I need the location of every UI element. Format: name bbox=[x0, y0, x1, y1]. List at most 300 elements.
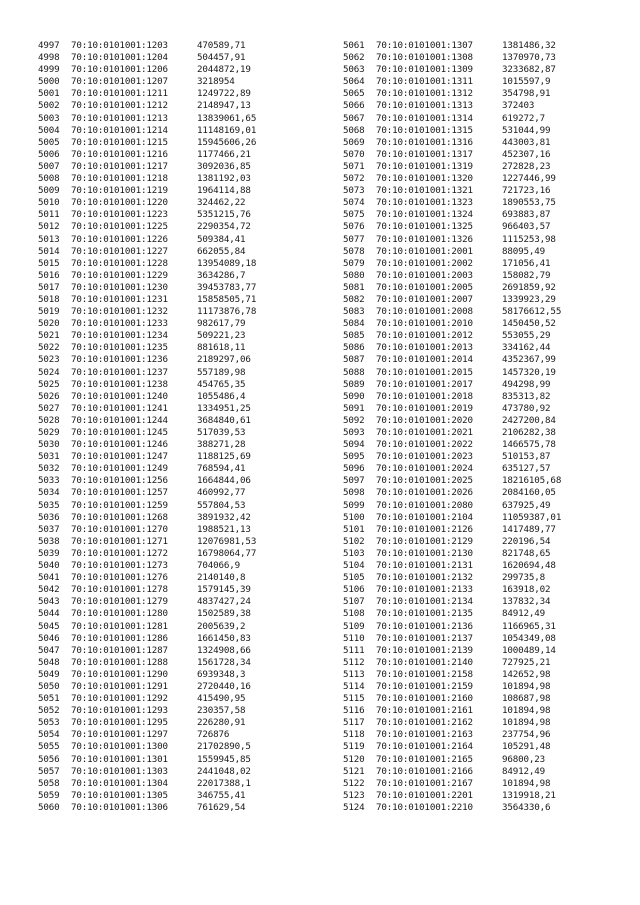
cadastral-value: 354798,91 bbox=[502, 88, 551, 100]
cadastral-value: 966403,57 bbox=[502, 221, 551, 233]
cadastral-value: 2427200,84 bbox=[502, 414, 556, 426]
row-number: 5120 bbox=[343, 753, 365, 765]
table-row bbox=[38, 439, 307, 451]
cadastral-value: 494298,99 bbox=[502, 378, 551, 390]
cadastral-number: 70:10:0101001:1303 bbox=[71, 765, 168, 777]
row-number: 5115 bbox=[343, 693, 365, 705]
cadastral-value: 11173876,78 bbox=[197, 306, 257, 318]
cadastral-number: 70:10:0101001:1247 bbox=[71, 451, 168, 463]
cadastral-number: 70:10:0101001:2022 bbox=[376, 439, 473, 451]
row-number: 5004 bbox=[38, 124, 60, 136]
cadastral-number: 70:10:0101001:1315 bbox=[376, 124, 473, 136]
cadastral-number: 70:10:0101001:1270 bbox=[71, 523, 168, 535]
cadastral-number: 70:10:0101001:1317 bbox=[376, 148, 473, 160]
cadastral-value: 761629,54 bbox=[197, 801, 246, 813]
row-number: 5085 bbox=[343, 330, 365, 342]
cadastral-value: 452307,16 bbox=[502, 148, 551, 160]
cadastral-value: 1381192,03 bbox=[197, 173, 251, 185]
row-number: 5040 bbox=[38, 560, 60, 572]
table-row bbox=[38, 342, 307, 354]
cadastral-number: 70:10:0101001:2024 bbox=[376, 463, 473, 475]
cadastral-value: 1417489,77 bbox=[502, 523, 556, 535]
cadastral-number: 70:10:0101001:1236 bbox=[71, 354, 168, 366]
cadastral-value: 1579145,39 bbox=[197, 584, 251, 596]
table-row bbox=[343, 681, 612, 693]
table-row bbox=[343, 693, 612, 705]
table-row bbox=[343, 500, 612, 512]
cadastral-number: 70:10:0101001:1237 bbox=[71, 366, 168, 378]
cadastral-value: 88095,49 bbox=[502, 245, 546, 257]
table-row bbox=[38, 246, 307, 258]
table-row bbox=[38, 403, 307, 415]
cadastral-value: 101894,98 bbox=[502, 680, 551, 692]
cadastral-value: 517039,53 bbox=[197, 427, 246, 438]
row-number: 5028 bbox=[38, 414, 60, 426]
cadastral-value: 15858505,71 bbox=[197, 293, 257, 305]
cadastral-number: 70:10:0101001:1271 bbox=[71, 535, 168, 547]
table-row bbox=[343, 354, 612, 366]
cadastral-value: 1000489,14 bbox=[502, 644, 556, 656]
row-number: 5018 bbox=[38, 293, 60, 305]
row-number: 5010 bbox=[38, 197, 60, 209]
cadastral-number: 70:10:0101001:1240 bbox=[71, 390, 168, 402]
row-number: 5055 bbox=[38, 741, 60, 753]
cadastral-number: 70:10:0101001:1213 bbox=[71, 112, 168, 124]
cadastral-number: 70:10:0101001:1249 bbox=[71, 463, 168, 475]
cadastral-value: 460992,77 bbox=[197, 487, 246, 499]
cadastral-value: 835313,82 bbox=[502, 390, 551, 402]
cadastral-number: 70:10:0101001:2003 bbox=[376, 269, 473, 281]
row-number: 5043 bbox=[38, 596, 60, 608]
cadastral-value: 1319918,21 bbox=[502, 789, 556, 801]
cadastral-number: 70:10:0101001:1217 bbox=[71, 160, 168, 172]
cadastral-value: 415490,95 bbox=[197, 693, 246, 705]
table-row bbox=[38, 596, 307, 608]
cadastral-value: 727925,21 bbox=[502, 656, 551, 668]
cadastral-value: 137832,34 bbox=[502, 596, 551, 608]
cadastral-number: 70:10:0101001:2166 bbox=[376, 765, 473, 777]
cadastral-value: 12076981,53 bbox=[197, 535, 257, 547]
cadastral-number: 70:10:0101001:2160 bbox=[376, 693, 473, 705]
row-number: 5050 bbox=[38, 680, 60, 692]
cadastral-value: 1115253,98 bbox=[502, 233, 556, 245]
row-number: 5099 bbox=[343, 499, 365, 511]
cadastral-value: 39453783,77 bbox=[197, 281, 257, 293]
cadastral-value: 473780,92 bbox=[502, 402, 551, 414]
row-number: 5002 bbox=[38, 100, 60, 112]
cadastral-number: 70:10:0101001:2135 bbox=[376, 608, 473, 620]
cadastral-value: 443003,81 bbox=[502, 136, 551, 148]
row-number: 5054 bbox=[38, 729, 60, 741]
cadastral-number: 70:10:0101001:2162 bbox=[376, 717, 473, 729]
cadastral-number: 70:10:0101001:2080 bbox=[376, 499, 473, 511]
table-row bbox=[343, 705, 612, 717]
cadastral-value: 982617,79 bbox=[197, 318, 246, 330]
cadastral-number: 70:10:0101001:1308 bbox=[376, 52, 473, 64]
cadastral-value: 1620694,48 bbox=[502, 560, 556, 572]
cadastral-value: 619272,7 bbox=[502, 112, 546, 124]
cadastral-number: 70:10:0101001:1321 bbox=[376, 185, 473, 197]
cadastral-number: 70:10:0101001:1279 bbox=[71, 596, 168, 608]
table-row bbox=[343, 234, 612, 246]
cadastral-value: 557189,98 bbox=[197, 366, 246, 378]
cadastral-value: 1381486,32 bbox=[502, 40, 556, 51]
cadastral-number: 70:10:0101001:2025 bbox=[376, 475, 473, 487]
cadastral-value: 1561728,34 bbox=[197, 656, 251, 668]
cadastral-value: 299735,8 bbox=[502, 572, 546, 584]
table-row bbox=[343, 258, 612, 270]
row-number: 5096 bbox=[343, 463, 365, 475]
row-number: 5037 bbox=[38, 523, 60, 535]
table-row bbox=[343, 391, 612, 403]
row-number: 5092 bbox=[343, 414, 365, 426]
row-number: 5029 bbox=[38, 427, 60, 438]
cadastral-number: 70:10:0101001:2001 bbox=[376, 245, 473, 257]
table-row bbox=[343, 439, 612, 451]
table-row bbox=[38, 137, 307, 149]
cadastral-value: 2140140,8 bbox=[197, 572, 246, 584]
row-number: 5056 bbox=[38, 753, 60, 765]
cadastral-value: 101894,98 bbox=[502, 717, 551, 729]
table-row bbox=[38, 294, 307, 306]
table-row bbox=[343, 766, 612, 778]
table-row bbox=[38, 197, 307, 209]
cadastral-value: 101894,98 bbox=[502, 705, 551, 717]
row-number: 5091 bbox=[343, 402, 365, 414]
cadastral-number: 70:10:0101001:2210 bbox=[376, 801, 473, 813]
row-number: 5030 bbox=[38, 439, 60, 451]
table-row bbox=[343, 379, 612, 391]
table-row bbox=[343, 621, 612, 633]
cadastral-number: 70:10:0101001:1319 bbox=[376, 160, 473, 172]
cadastral-number: 70:10:0101001:1313 bbox=[376, 100, 473, 112]
cadastral-number: 70:10:0101001:1234 bbox=[71, 330, 168, 342]
cadastral-value: 1177466,21 bbox=[197, 148, 251, 160]
table-row bbox=[38, 584, 307, 596]
table-row bbox=[38, 40, 307, 52]
table-row bbox=[343, 149, 612, 161]
cadastral-value: 531044,99 bbox=[502, 124, 551, 136]
cadastral-value: 101894,98 bbox=[502, 777, 551, 789]
table-row bbox=[343, 729, 612, 741]
row-number: 5001 bbox=[38, 88, 60, 100]
table-row bbox=[343, 754, 612, 766]
cadastral-number: 70:10:0101001:1324 bbox=[376, 209, 473, 221]
table-row bbox=[343, 463, 612, 475]
row-number: 5108 bbox=[343, 608, 365, 620]
cadastral-value: 220196,54 bbox=[502, 535, 551, 547]
table-row bbox=[343, 657, 612, 669]
table-row bbox=[38, 52, 307, 64]
cadastral-number: 70:10:0101001:1229 bbox=[71, 269, 168, 281]
cadastral-number: 70:10:0101001:1226 bbox=[71, 233, 168, 245]
table-row bbox=[38, 633, 307, 645]
table-row bbox=[343, 367, 612, 379]
cadastral-value: 509384,41 bbox=[197, 233, 246, 245]
cadastral-value: 230357,58 bbox=[197, 705, 246, 717]
table-row bbox=[38, 185, 307, 197]
table-row bbox=[38, 572, 307, 584]
row-number: 5072 bbox=[343, 173, 365, 185]
cadastral-number: 70:10:0101001:2129 bbox=[376, 535, 473, 547]
cadastral-number: 70:10:0101001:2161 bbox=[376, 705, 473, 717]
table-row bbox=[38, 717, 307, 729]
table-row bbox=[343, 524, 612, 536]
cadastral-value: 454765,35 bbox=[197, 378, 246, 390]
table-row bbox=[38, 88, 307, 100]
row-number: 5059 bbox=[38, 789, 60, 801]
row-number: 5045 bbox=[38, 620, 60, 632]
table-row bbox=[38, 391, 307, 403]
cadastral-value: 2441048,02 bbox=[197, 765, 251, 777]
table-row bbox=[38, 258, 307, 270]
cadastral-number: 70:10:0101001:1206 bbox=[71, 64, 168, 76]
cadastral-value: 2691859,92 bbox=[502, 281, 556, 293]
cadastral-value: 504457,91 bbox=[197, 52, 246, 64]
cadastral-value: 3634286,7 bbox=[197, 269, 246, 281]
cadastral-value: 509221,23 bbox=[197, 330, 246, 342]
cadastral-value: 4352367,99 bbox=[502, 354, 556, 366]
row-number: 5094 bbox=[343, 439, 365, 451]
table-row bbox=[343, 113, 612, 125]
row-number: 5090 bbox=[343, 390, 365, 402]
table-row bbox=[343, 246, 612, 258]
row-number: 5088 bbox=[343, 366, 365, 378]
row-number: 5014 bbox=[38, 245, 60, 257]
row-number: 5065 bbox=[343, 88, 365, 100]
cadastral-value: 1502589,38 bbox=[197, 608, 251, 620]
row-number: 5116 bbox=[343, 705, 365, 717]
row-number: 5051 bbox=[38, 693, 60, 705]
cadastral-number: 70:10:0101001:2133 bbox=[376, 584, 473, 596]
table-row bbox=[38, 113, 307, 125]
row-number: 5067 bbox=[343, 112, 365, 124]
cadastral-value: 2084160,05 bbox=[502, 487, 556, 499]
row-number: 5101 bbox=[343, 523, 365, 535]
row-number: 5086 bbox=[343, 342, 365, 354]
row-number: 5068 bbox=[343, 124, 365, 136]
cadastral-number: 70:10:0101001:2026 bbox=[376, 487, 473, 499]
cadastral-value: 1664844,06 bbox=[197, 475, 251, 487]
table-row bbox=[343, 778, 612, 790]
table-row bbox=[38, 125, 307, 137]
cadastral-number: 70:10:0101001:2165 bbox=[376, 753, 473, 765]
cadastral-value: 171056,41 bbox=[502, 257, 551, 269]
cadastral-number: 70:10:0101001:1309 bbox=[376, 64, 473, 76]
row-number: 5073 bbox=[343, 185, 365, 197]
row-number: 5064 bbox=[343, 76, 365, 88]
row-number: 5007 bbox=[38, 160, 60, 172]
cadastral-number: 70:10:0101001:1257 bbox=[71, 487, 168, 499]
cadastral-number: 70:10:0101001:1204 bbox=[71, 52, 168, 64]
table-row bbox=[38, 657, 307, 669]
row-number: 5089 bbox=[343, 378, 365, 390]
row-number: 5104 bbox=[343, 560, 365, 572]
cadastral-value: 637925,49 bbox=[502, 499, 551, 511]
table-row bbox=[38, 100, 307, 112]
cadastral-number: 70:10:0101001:2017 bbox=[376, 378, 473, 390]
row-number: 5020 bbox=[38, 318, 60, 330]
row-number: 5048 bbox=[38, 656, 60, 668]
cadastral-value: 2290354,72 bbox=[197, 221, 251, 233]
cadastral-number: 70:10:0101001:2013 bbox=[376, 342, 473, 354]
cadastral-value: 22017388,1 bbox=[197, 777, 251, 789]
row-number: 5123 bbox=[343, 789, 365, 801]
row-number: 5077 bbox=[343, 233, 365, 245]
cadastral-number: 70:10:0101001:1220 bbox=[71, 197, 168, 209]
row-number: 5110 bbox=[343, 632, 365, 644]
cadastral-value: 881618,11 bbox=[197, 342, 246, 354]
table-row bbox=[38, 379, 307, 391]
cadastral-number: 70:10:0101001:1212 bbox=[71, 100, 168, 112]
table-row bbox=[38, 548, 307, 560]
cadastral-value: 3564330,6 bbox=[502, 801, 551, 813]
table-row bbox=[343, 584, 612, 596]
table-row bbox=[38, 149, 307, 161]
table-row bbox=[343, 572, 612, 584]
cadastral-number: 70:10:0101001:1297 bbox=[71, 729, 168, 741]
cadastral-number: 70:10:0101001:2164 bbox=[376, 741, 473, 753]
row-number: 5122 bbox=[343, 777, 365, 789]
table-row bbox=[343, 318, 612, 330]
row-number: 5000 bbox=[38, 76, 60, 88]
row-number: 5093 bbox=[343, 427, 365, 438]
row-number: 5042 bbox=[38, 584, 60, 596]
cadastral-number: 70:10:0101001:1235 bbox=[71, 342, 168, 354]
cadastral-number: 70:10:0101001:1219 bbox=[71, 185, 168, 197]
row-number: 5102 bbox=[343, 535, 365, 547]
cadastral-value: 96800,23 bbox=[502, 753, 546, 765]
row-number: 5070 bbox=[343, 148, 365, 160]
table-row bbox=[343, 294, 612, 306]
cadastral-number: 70:10:0101001:1214 bbox=[71, 124, 168, 136]
cadastral-value: 3218954 bbox=[197, 76, 235, 88]
cadastral-number: 70:10:0101001:1278 bbox=[71, 584, 168, 596]
table-row bbox=[343, 282, 612, 294]
table-row bbox=[38, 729, 307, 741]
left-column bbox=[38, 40, 307, 814]
row-number: 5078 bbox=[343, 245, 365, 257]
row-number: 5087 bbox=[343, 354, 365, 366]
table-row bbox=[38, 475, 307, 487]
cadastral-number: 70:10:0101001:1230 bbox=[71, 281, 168, 293]
cadastral-number: 70:10:0101001:1228 bbox=[71, 257, 168, 269]
table-row bbox=[38, 802, 307, 814]
table-row bbox=[343, 161, 612, 173]
cadastral-value: 324462,22 bbox=[197, 197, 246, 209]
cadastral-number: 70:10:0101001:1215 bbox=[71, 136, 168, 148]
table-row bbox=[38, 766, 307, 778]
cadastral-value: 635127,57 bbox=[502, 463, 551, 475]
cadastral-value: 5351215,76 bbox=[197, 209, 251, 221]
table-row bbox=[38, 621, 307, 633]
row-number: 5035 bbox=[38, 499, 60, 511]
cadastral-number: 70:10:0101001:1301 bbox=[71, 753, 168, 765]
table-row bbox=[343, 100, 612, 112]
table-row bbox=[343, 306, 612, 318]
table-row bbox=[38, 282, 307, 294]
row-number: 5009 bbox=[38, 185, 60, 197]
row-number: 5031 bbox=[38, 451, 60, 463]
table-row bbox=[343, 270, 612, 282]
row-number: 5024 bbox=[38, 366, 60, 378]
cadastral-number: 70:10:0101001:2104 bbox=[376, 511, 473, 523]
cadastral-number: 70:10:0101001:2015 bbox=[376, 366, 473, 378]
cadastral-value: 557804,53 bbox=[197, 499, 246, 511]
cadastral-number: 70:10:0101001:2008 bbox=[376, 306, 473, 318]
cadastral-number: 70:10:0101001:1280 bbox=[71, 608, 168, 620]
cadastral-value: 1450450,52 bbox=[502, 318, 556, 330]
row-number: 5105 bbox=[343, 572, 365, 584]
table-row bbox=[38, 427, 307, 439]
row-number: 4997 bbox=[38, 40, 60, 51]
table-row bbox=[38, 536, 307, 548]
cadastral-number: 70:10:0101001:1232 bbox=[71, 306, 168, 318]
cadastral-number: 70:10:0101001:1227 bbox=[71, 245, 168, 257]
cadastral-value: 18216105,68 bbox=[502, 475, 562, 487]
cadastral-value: 3891932,42 bbox=[197, 511, 251, 523]
cadastral-number: 70:10:0101001:1218 bbox=[71, 173, 168, 185]
row-number: 5015 bbox=[38, 257, 60, 269]
table-row bbox=[343, 403, 612, 415]
cadastral-number: 70:10:0101001:1273 bbox=[71, 560, 168, 572]
cadastral-value: 1661450,83 bbox=[197, 632, 251, 644]
row-number: 5027 bbox=[38, 402, 60, 414]
cadastral-value: 1334951,25 bbox=[197, 402, 251, 414]
cadastral-value: 2106282,38 bbox=[502, 427, 556, 438]
row-number: 5083 bbox=[343, 306, 365, 318]
table-row bbox=[38, 318, 307, 330]
row-number: 5053 bbox=[38, 717, 60, 729]
table-row bbox=[38, 221, 307, 233]
row-number: 5005 bbox=[38, 136, 60, 148]
cadastral-value: 142652,98 bbox=[502, 668, 551, 680]
cadastral-number: 70:10:0101001:1290 bbox=[71, 668, 168, 680]
row-number: 5021 bbox=[38, 330, 60, 342]
table-row bbox=[343, 185, 612, 197]
row-number: 5114 bbox=[343, 680, 365, 692]
table-row bbox=[343, 209, 612, 221]
table-row bbox=[38, 693, 307, 705]
cadastral-number: 70:10:0101001:1292 bbox=[71, 693, 168, 705]
cadastral-number: 70:10:0101001:2020 bbox=[376, 414, 473, 426]
table-row bbox=[343, 536, 612, 548]
table-row bbox=[343, 669, 612, 681]
row-number: 4998 bbox=[38, 52, 60, 64]
row-number: 5100 bbox=[343, 511, 365, 523]
row-number: 5117 bbox=[343, 717, 365, 729]
row-number: 5081 bbox=[343, 281, 365, 293]
cadastral-value: 84912,49 bbox=[502, 608, 546, 620]
table-row bbox=[343, 451, 612, 463]
cadastral-number: 70:10:0101001:1287 bbox=[71, 644, 168, 656]
row-number: 5034 bbox=[38, 487, 60, 499]
row-number: 5062 bbox=[343, 52, 365, 64]
cadastral-value: 163918,02 bbox=[502, 584, 551, 596]
cadastral-number: 70:10:0101001:1326 bbox=[376, 233, 473, 245]
table-row bbox=[343, 560, 612, 572]
table-row bbox=[343, 802, 612, 814]
cadastral-value: 16798064,77 bbox=[197, 547, 257, 559]
cadastral-number: 70:10:0101001:2140 bbox=[376, 656, 473, 668]
row-number: 5032 bbox=[38, 463, 60, 475]
cadastral-value: 704066,9 bbox=[197, 560, 241, 572]
row-number: 5039 bbox=[38, 547, 60, 559]
table-row bbox=[38, 415, 307, 427]
table-row bbox=[343, 137, 612, 149]
cadastral-value: 3684840,61 bbox=[197, 414, 251, 426]
cadastral-number: 70:10:0101001:2136 bbox=[376, 620, 473, 632]
